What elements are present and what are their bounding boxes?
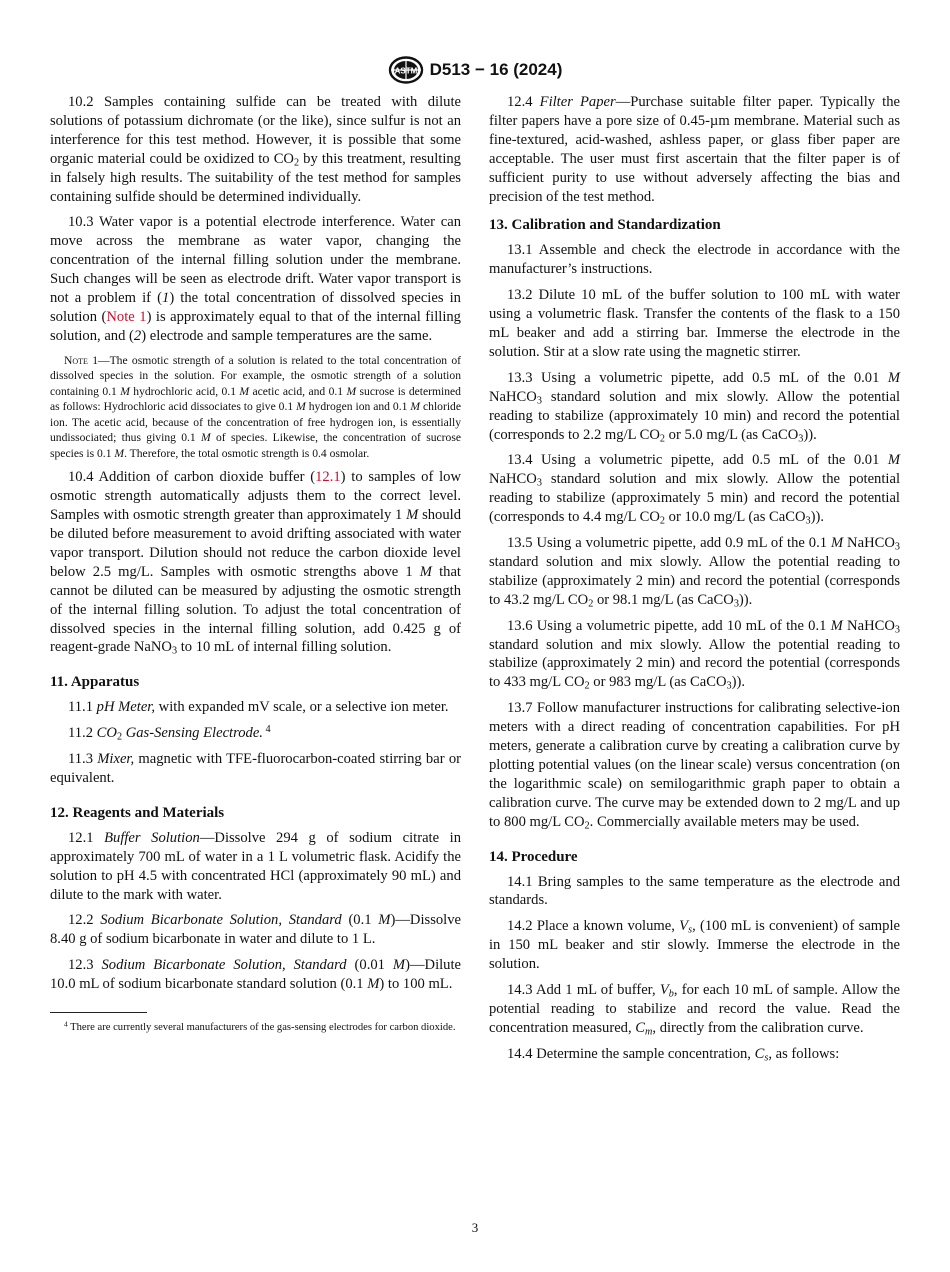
page-header bbox=[0, 54, 950, 86]
paragraph-11-1: 11.1 pH Meter, with expanded mV scale, or a selective ion meter. bbox=[68, 699, 449, 716]
note-1-link[interactable]: Note 1 bbox=[106, 308, 147, 325]
page-number: 3 bbox=[471, 1220, 479, 1235]
section-heading-13: 13. Calibration and Standardization bbox=[489, 217, 721, 234]
paragraph-13-1: 13.1 Assemble and check the electrode in accordance with the manufacturer’s instructions. bbox=[489, 242, 900, 278]
paragraph-13-3: 13.3 Using a volumetric pipette, add 0.5 mL of the 0.01 M NaHCO$_3$ standard solution and mix slowly. Allow the potential reading to stabilize (approximately 10 min) and record the potential (corresponds to 2.2 mg/L $CO_2$ or 5.0 mg/L (as CaCO$_3$)). bbox=[489, 369, 900, 445]
paragraph-10-2: 10.2 Samples containing sulfide can be treated with dilute solutions of potassium dichromate (or the like), since sulfur is not an interference for this test method. However, it is possible that some organic material could be oxidized to $CO_2$ by this treatment, resulting in falsely high results. The suitability of the test method for samples containing sulfide should be determined individually. bbox=[50, 94, 461, 205]
paragraph-14-1: 14.1 Bring samples to the same temperature as the electrode and standards. bbox=[489, 873, 900, 909]
logo-text: ASTM bbox=[394, 66, 417, 76]
paragraph-14-2: 14.2 Place a known volume, $V_s$, (100 mL is convenient) of sample in 150 mL beaker and stir slowly. Immerse the electrode in the solution. bbox=[489, 918, 900, 973]
section-12-1-link[interactable]: 12.1 bbox=[315, 469, 341, 486]
paragraph-11-2: 11.2 $CO_2$ Gas-Sensing Electrode. $^4$ bbox=[68, 724, 271, 743]
footnote-divider bbox=[50, 1012, 147, 1013]
astm-logo-icon bbox=[388, 56, 424, 84]
footnote-4: $^4$ There are currently several manufacturers of the gas-sensing electrodes for carbon dioxide. bbox=[64, 1019, 456, 1034]
note-1: Note 1—The osmotic strength of a solution is related to the total concentration of dissolved species in the solution. For example, the osmotic strength of a solution containing 0.1 M hydrochloric acid, 0.1 M acetic acid, and 0.1 M sucrose is determined as follows: Hydrochloric acid dissociates to give 0.1 M hydrogen ion and 0.1 M chloride ion. The acetic acid, because of the concentration of free hydrogen ion, is essentially undissociated; thus giving 0.1 M of species. Likewise, the concentration of sucrose species is 0.1 M. Therefore, the total osmotic strength is 0.4 osmolar. bbox=[50, 353, 462, 460]
paragraph-12-1: 12.1 Buffer Solution—Dissolve 294 g of sodium citrate in approximately 700 mL of water in a 1 L volumetric flask. Acidify the solution to pH 4.5 with concentrated HCl (approximately 90 mL) and dilute to the mark with water. bbox=[50, 829, 461, 903]
paragraph-12-3: 12.3 Sodium Bicarbonate Solution, Standard (0.01 M)—Dilute 10.0 mL of sodium bicarbonate standard solution (0.1 M) to 100 mL. bbox=[50, 957, 462, 993]
left-column bbox=[50, 93, 461, 1035]
section-heading-11: 11. Apparatus bbox=[50, 674, 140, 691]
paragraph-14-4: 14.4 Determine the sample concentration, $C_s$, as follows: bbox=[507, 1045, 840, 1064]
paragraph-13-5: 13.5 Using a volumetric pipette, add 0.9 mL of the 0.1 M NaHCO$_3$ standard solution and mix slowly. Allow the potential reading to stabilize (approximately 2 min) and record the potential (corresponds to 43.2 mg/L $CO_2$ or 98.1 mg/L (as CaCO$_3$)). bbox=[489, 535, 900, 610]
paragraph-14-3: 14.3 Add 1 mL of buffer, $V_b$, for each 10 mL of sample. Allow the potential reading to stabilize and record the value. Read the concentration measured, $C_m$, directly from the calibration curve. bbox=[489, 982, 900, 1038]
paragraph-12-2: 12.2 Sodium Bicarbonate Solution, Standard (0.1 M)—Dissolve 8.40 g of sodium bicarbonate in water and dilute to 1 L. bbox=[50, 912, 462, 948]
paragraph-13-4: 13.4 Using a volumetric pipette, add 0.5 mL of the 0.01 M NaHCO$_3$ standard solution and mix slowly. Allow the potential reading to stabilize (approximately 5 min) and record the potential (corresponds to 4.4 mg/L $CO_2$ or 10.0 mg/L (as CaCO$_3$)). bbox=[489, 452, 900, 527]
footnote-4-marker[interactable]: 4 bbox=[262, 724, 271, 736]
paragraph-12-4: 12.4 Filter Paper—Purchase suitable filter paper. Typically the filter papers have a pore size of 0.45-µm membrane. Material such as fine-textured, acid-washed, ashless paper, or glass fiber paper are acceptable. The user must first ascertain that the filter paper is of sufficient purity to use without adversely affecting the bias and precision of the test method. bbox=[489, 94, 900, 205]
document-id: D513 − 16 (2024) bbox=[429, 60, 563, 79]
paragraph-11-3: 11.3 Mixer, magnetic with TFE-fluorocarbon-coated stirring bar or equivalent. bbox=[50, 751, 461, 786]
right-column bbox=[489, 93, 900, 1071]
paragraph-13-7: 13.7 Follow manufacturer instructions for calibrating selective-ion meters with a direct reading of concentration capabilities. For pH meters, generate a calibration curve by creating a calibration curve by plotting potential values (on the linear scale) versus concentration (on the logarithmic scale) on semilogarithmic graph paper to obtain a calibration curve. The curve may be extended down to 2 mg/L and up to 800 mg/L $CO_2$. Commercially available meters may be used. bbox=[489, 700, 900, 832]
paragraph-10-3: 10.3 Water vapor is a potential electrode interference. Water can move across the membrane as water vapor, changing the concentration of the internal filling solution under the membrane. Such changes will be seen as electrode drift. Water vapor transport is not a problem if (1) the total concentration of dissolved species in solution (Note 1) is approximately equal to that of the internal filling solution, and (2) electrode and sample temperatures are the same. bbox=[50, 214, 461, 344]
section-heading-12: 12. Reagents and Materials bbox=[50, 804, 225, 821]
paragraph-10-4: 10.4 Addition of carbon dioxide buffer (12.1) to samples of low osmotic strength automatically adjusts them to the correct level. Samples with osmotic strength greater than approximately 1 M should be diluted before measurement to avoid drifting associated with water vapor transport. Dilution should not reduce the carbon dioxide level below 2.5 mg/L. Samples with osmotic strengths above 1 M that cannot be diluted can be measured by adjusting the osmotic strength of the internal filling solution. To adjust the total concentration of dissolved species in the internal filling solution, add 0.425 g of reagent-grade NaNO$_3$ to 10 mL of internal filling solution. bbox=[50, 469, 461, 657]
paragraph-13-6: 13.6 Using a volumetric pipette, add 10 mL of the 0.1 M NaHCO$_3$ standard solution and mix slowly. Allow the potential reading to stabilize (approximately 2 min) and record the potential (corresponds to 433 mg/L $CO_2$ or 983 mg/L (as CaCO$_3$)). bbox=[489, 617, 900, 692]
section-heading-14: 14. Procedure bbox=[489, 848, 578, 865]
paragraph-13-2: 13.2 Dilute 10 mL of the buffer solution to 100 mL with water using a volumetric flask. Transfer the contents of the flask to a 150 mL beaker and add a stirring bar. Immerse the electrode in the solution. Stir at a slow rate using the magnetic stirrer. bbox=[489, 287, 900, 360]
